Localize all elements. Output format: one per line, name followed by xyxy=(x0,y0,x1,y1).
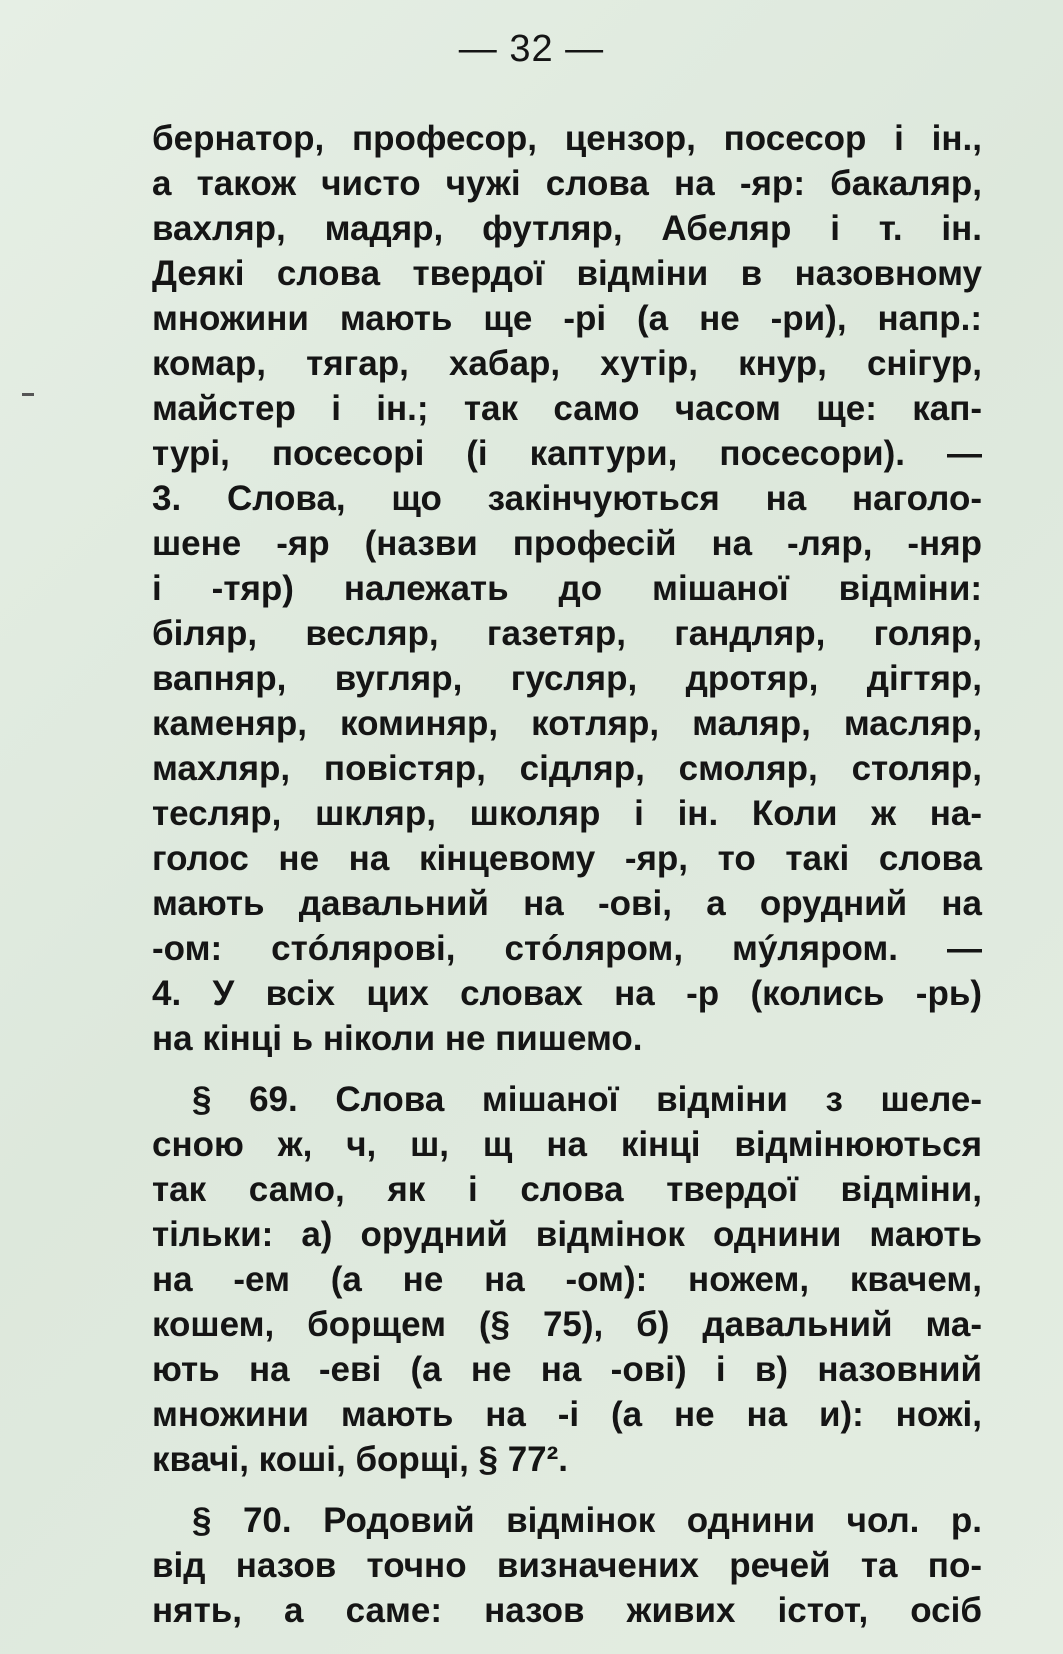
margin-mark xyxy=(22,393,34,396)
text-line: Деякі слова твердої відміни в назовному xyxy=(152,254,982,293)
text-line: множини мають на -і (а не на и): ножі, xyxy=(152,1395,982,1434)
paragraph-end-line: квачі, коші, борщі, § 77². xyxy=(152,1440,569,1479)
text-line: -ом: стóлярові, стóляром, мýляром. — xyxy=(152,929,982,968)
text-line: вахляр, мадяр, футляр, Абеляр і т. ін. xyxy=(152,209,982,248)
text-line: турі, посесорі (і каптури, посесори). — xyxy=(152,434,982,473)
section-69-heading-line: § 69. Слова мішаної відміни з шеле- xyxy=(192,1080,982,1119)
text-line: від назов точно визначених речей та по- xyxy=(152,1546,982,1585)
text-line: комар, тягар, хабар, хутір, кнур, снігур, xyxy=(152,344,982,383)
text-line: вапняр, вугляр, гусляр, дротяр, дігтяр, xyxy=(152,659,982,698)
text-line: каменяр, коминяр, котляр, маляр, масляр, xyxy=(152,704,982,743)
page-number: — 32 — xyxy=(458,28,605,70)
paragraph-gap xyxy=(152,1482,982,1498)
text-line: тесляр, шкляр, школяр і ін. Коли ж на- xyxy=(152,794,982,833)
text-line: і -тяр) належать до мішаної відміни: xyxy=(152,569,982,608)
text-line: бернатор, професор, цензор, посесор і ін., xyxy=(152,119,982,158)
text-line: майстер і ін.; так само часом ще: кап- xyxy=(152,389,982,428)
text-line: голос не на кінцевому -яр, то такі слова xyxy=(152,839,982,878)
paragraph-end-line: на кінці ь ніколи не пишемо. xyxy=(152,1019,643,1058)
text-line: 4. У всіх цих словах на -р (колись -рь) xyxy=(152,974,982,1013)
text-line: 3. Слова, що закінчуються на наголо- xyxy=(152,479,982,518)
text-line: на -ем (а не на -ом): ножем, квачем, xyxy=(152,1260,982,1299)
text-line: а також чисто чужі слова на -яр: бакаляр, xyxy=(152,164,982,203)
paragraph-gap xyxy=(152,1061,982,1077)
text-line: біляр, весляр, газетяр, гандляр, голяр, xyxy=(152,614,982,653)
text-line: множини мають ще -рі (а не -ри), напр.: xyxy=(152,299,982,338)
body-text xyxy=(152,116,982,1633)
text-line: нять, а саме: назов живих істот, осіб xyxy=(152,1591,982,1630)
section-70-heading-line: § 70. Родовий відмінок однини чол. р. xyxy=(192,1501,982,1540)
text-line: тільки: а) орудний відмінок однини мають xyxy=(152,1215,982,1254)
text-line: кошем, борщем (§ 75), б) давальний ма- xyxy=(152,1305,982,1344)
text-line: сною ж, ч, ш, щ на кінці відмінюються xyxy=(152,1125,982,1164)
text-line: махляр, повістяр, сідляр, смоляр, столяр, xyxy=(152,749,982,788)
text-line: мають давальний на -ові, а орудний на xyxy=(152,884,982,923)
text-line: ють на -еві (а не на -ові) і в) назовний xyxy=(152,1350,982,1389)
text-line: шене -яр (назви професій на -ляр, -няр xyxy=(152,524,982,563)
text-line: так само, як і слова твердої відміни, xyxy=(152,1170,982,1209)
